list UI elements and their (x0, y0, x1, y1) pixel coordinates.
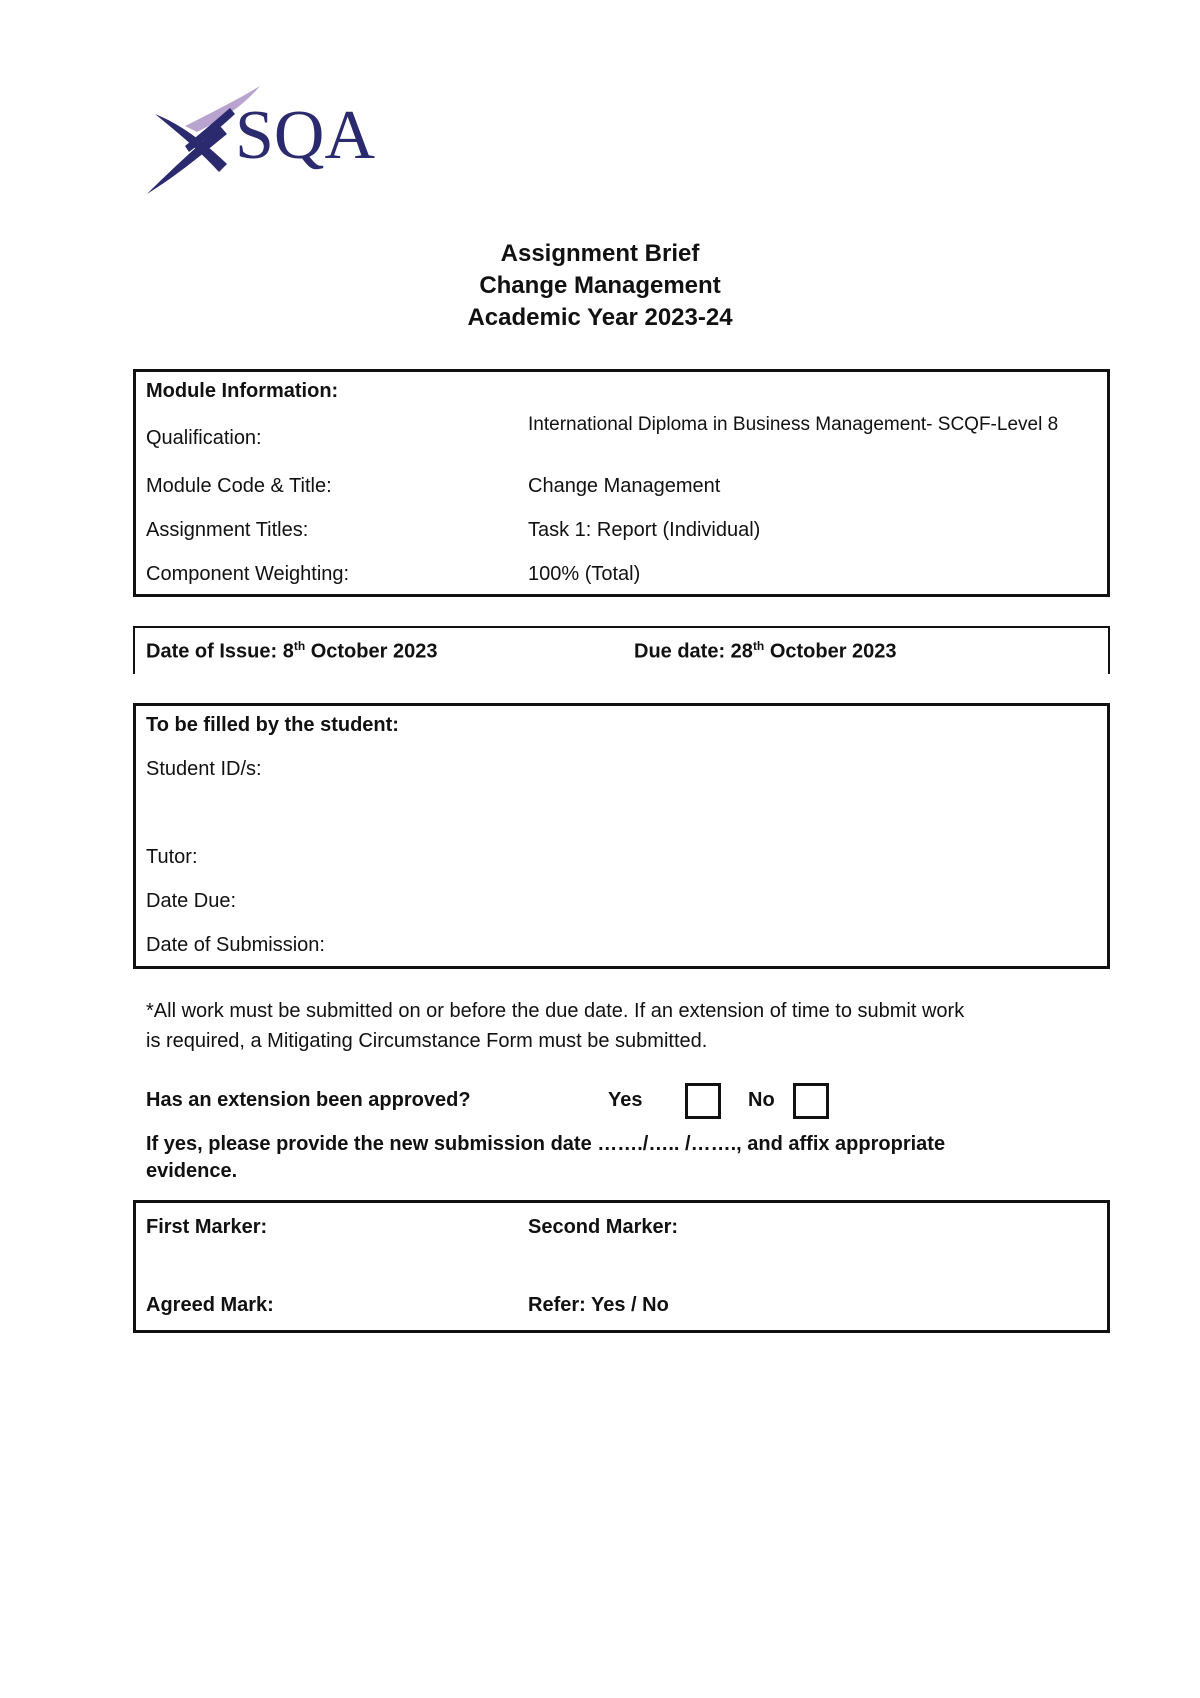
refer-label: Refer: Yes / No (528, 1294, 669, 1316)
module-code-value: Change Management (528, 475, 721, 497)
module-code-label: Module Code & Title: (146, 475, 332, 497)
extension-no-checkbox[interactable] (793, 1083, 829, 1119)
student-box (133, 703, 1110, 969)
tutor-label: Tutor: (146, 846, 198, 868)
date-submission-label: Date of Submission: (146, 934, 325, 956)
module-info-heading: Module Information: (146, 380, 339, 402)
due-date: Due date: 28th October 2023 (634, 639, 897, 663)
extension-yes-checkbox[interactable] (685, 1083, 721, 1119)
extension-instruction-line-1: If yes, please provide the new submission date ……./….. /……., and affix appropriate (146, 1133, 946, 1155)
svg-text:SQA: SQA (235, 97, 376, 174)
agreed-mark-label: Agreed Mark: (146, 1294, 274, 1316)
doc-subtitle: Change Management (479, 272, 721, 299)
second-marker-label: Second Marker: (528, 1216, 679, 1238)
student-ids-label: Student ID/s: (146, 758, 262, 780)
weighting-value: 100% (Total) (528, 563, 641, 585)
notice-line-2: is required, a Mitigating Circumstance Form must be submitted. (146, 1030, 708, 1052)
notice-line-1: *All work must be submitted on or before the due date. If an extension of time to submit work (146, 1000, 965, 1022)
extension-question: Has an extension been approved? (146, 1089, 471, 1111)
sqa-logo-mark (145, 86, 405, 211)
sqa-logo (145, 86, 405, 211)
qualification-label: Qualification: (146, 427, 262, 449)
extension-instruction-line-2: evidence. (146, 1160, 238, 1182)
date-of-issue: Date of Issue: 8th October 2023 (146, 639, 438, 663)
assignment-titles-label: Assignment Titles: (146, 519, 309, 541)
date-due-label: Date Due: (146, 890, 237, 912)
assignment-titles-value: Task 1: Report (Individual) (528, 519, 761, 541)
academic-year: Academic Year 2023-24 (467, 304, 733, 331)
qualification-value: International Diploma in Business Management- SCQF-Level 8 (528, 414, 1059, 435)
extension-no-label: No (748, 1089, 775, 1111)
first-marker-label: First Marker: (146, 1216, 268, 1238)
doc-title: Assignment Brief (500, 240, 700, 267)
weighting-label: Component Weighting: (146, 563, 350, 585)
extension-yes-label: Yes (608, 1089, 643, 1111)
student-heading: To be filled by the student: (146, 714, 399, 736)
